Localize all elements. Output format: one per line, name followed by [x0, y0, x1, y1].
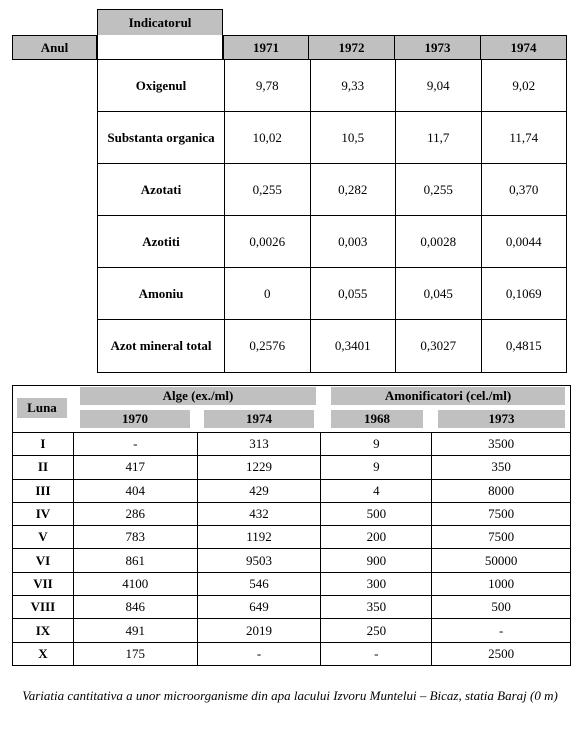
table1-cell: 0,2576 — [225, 320, 311, 373]
table2-cell: 861 — [73, 549, 197, 572]
table1-cell: 0,0026 — [225, 216, 311, 268]
table2-luna-cell: VIII — [13, 596, 74, 619]
table2-cell: 783 — [73, 526, 197, 549]
table2-cell: 649 — [197, 596, 321, 619]
table2-cell: 846 — [73, 596, 197, 619]
table1-cell: 9,02 — [481, 60, 567, 112]
table1-cell: 11,74 — [481, 112, 567, 164]
table2-alge-group-header: Alge (ex./ml) — [80, 387, 316, 405]
table1-year-col-1972: 1972 — [309, 35, 395, 60]
table2-cell: 1192 — [197, 526, 321, 549]
table2-cell: 250 — [321, 619, 432, 642]
table2-year-1974: 1974 — [204, 410, 314, 428]
table2-cell: 350 — [432, 456, 571, 479]
table2-cell: 500 — [432, 596, 571, 619]
table1-cell: 9,04 — [396, 60, 482, 112]
table2-cell: 175 — [73, 642, 197, 665]
table1-cell: 11,7 — [396, 112, 482, 164]
table2-cell: 8000 — [432, 479, 571, 502]
table1-cell: 0,3401 — [310, 320, 396, 373]
table2-luna-cell: V — [13, 526, 74, 549]
table2-cell: 313 — [197, 433, 321, 456]
table-row — [98, 164, 567, 216]
table2-cell: 2500 — [432, 642, 571, 665]
table2-cell: - — [432, 619, 571, 642]
table1-row-label: Amoniu — [98, 268, 225, 320]
table2-luna-cell: IV — [13, 502, 74, 525]
figure-caption: Variatia cantitativa a unor microorganisme din apa lacului Izvoru Muntelui – Bicaz, statia Baraj (0 m) — [22, 688, 558, 703]
table-row — [98, 60, 567, 112]
table2-luna-cell: VII — [13, 572, 74, 595]
table1-cell: 0,255 — [396, 164, 482, 216]
table1-cell: 0,0044 — [481, 216, 567, 268]
table2-amon-group-header: Amonificatori (cel./ml) — [331, 387, 565, 405]
table2-cell: 200 — [321, 526, 432, 549]
table2-cell: 9503 — [197, 549, 321, 572]
table-row — [13, 526, 571, 549]
table2-cell: 2019 — [197, 619, 321, 642]
table2-cell: 429 — [197, 479, 321, 502]
table2-year-1973: 1973 — [438, 410, 565, 428]
table2-cell: - — [73, 433, 197, 456]
table2-cell: 300 — [321, 572, 432, 595]
table1-cell: 0,1069 — [481, 268, 567, 320]
table2-cell: - — [321, 642, 432, 665]
table2-cell: 417 — [73, 456, 197, 479]
table2-cell: 432 — [197, 502, 321, 525]
table2-cell: 50000 — [432, 549, 571, 572]
table2-cell: 286 — [73, 502, 197, 525]
table2-year-1968: 1968 — [331, 410, 423, 428]
table-row — [13, 619, 571, 642]
table-row — [13, 572, 571, 595]
table-row — [13, 502, 571, 525]
table2-cell: - — [197, 642, 321, 665]
table2-cell: 491 — [73, 619, 197, 642]
table1-body — [97, 59, 567, 373]
table-row — [13, 456, 571, 479]
table2-cell: 1229 — [197, 456, 321, 479]
table2-luna-cell: VI — [13, 549, 74, 572]
table2-cell: 4 — [321, 479, 432, 502]
table2-cell: 3500 — [432, 433, 571, 456]
table-row — [98, 320, 567, 373]
table2-cell: 9 — [321, 433, 432, 456]
table2-luna-header: Luna — [17, 398, 67, 418]
table1-cell: 0,045 — [396, 268, 482, 320]
table1-row-label: Azot mineral total — [98, 320, 225, 373]
table1-year-col-1974: 1974 — [481, 35, 567, 60]
table1-row-label: Oxigenul — [98, 60, 225, 112]
table2-cell: 546 — [197, 572, 321, 595]
table2-body — [12, 432, 571, 666]
table1-cell: 0,4815 — [481, 320, 567, 373]
table-row — [13, 642, 571, 665]
table-row — [13, 479, 571, 502]
table1-indicator-header: Indicatorul — [97, 9, 223, 35]
table2-cell: 1000 — [432, 572, 571, 595]
table1-cell: 0,003 — [310, 216, 396, 268]
table2-cell: 900 — [321, 549, 432, 572]
table1-row-label: Azotati — [98, 164, 225, 216]
table1-cell: 0 — [225, 268, 311, 320]
table2-cell: 9 — [321, 456, 432, 479]
table1-cell: 9,33 — [310, 60, 396, 112]
table1-cell: 0,370 — [481, 164, 567, 216]
table-row — [13, 596, 571, 619]
table2-cell: 404 — [73, 479, 197, 502]
table1-cell: 0,0028 — [396, 216, 482, 268]
table2-luna-cell: I — [13, 433, 74, 456]
table1-cell: 10,02 — [225, 112, 311, 164]
table2-cell: 7500 — [432, 526, 571, 549]
table1-cell: 0,255 — [225, 164, 311, 216]
table1-cell: 0,055 — [310, 268, 396, 320]
table2-luna-cell: IX — [13, 619, 74, 642]
table1-cell: 0,3027 — [396, 320, 482, 373]
table2-luna-cell: III — [13, 479, 74, 502]
table-row — [98, 216, 567, 268]
table1-year-col-1973: 1973 — [395, 35, 481, 60]
table1-row-label: Azotiti — [98, 216, 225, 268]
table1-year-header: Anul — [12, 35, 97, 60]
table2-luna-cell: II — [13, 456, 74, 479]
table2-year-1970: 1970 — [80, 410, 190, 428]
table-row — [98, 112, 567, 164]
table-row — [13, 433, 571, 456]
table1-cell: 9,78 — [225, 60, 311, 112]
table2-cell: 350 — [321, 596, 432, 619]
table2-cell: 7500 — [432, 502, 571, 525]
table2-cell: 4100 — [73, 572, 197, 595]
table2-cell: 500 — [321, 502, 432, 525]
table-row — [98, 268, 567, 320]
table1-cell: 0,282 — [310, 164, 396, 216]
table2-luna-cell: X — [13, 642, 74, 665]
table1-cell: 10,5 — [310, 112, 396, 164]
table1-indicator-header-lower — [97, 35, 223, 60]
table1-row-label: Substanta organica — [98, 112, 225, 164]
table1-year-col-1971: 1971 — [223, 35, 309, 60]
table-row — [13, 549, 571, 572]
